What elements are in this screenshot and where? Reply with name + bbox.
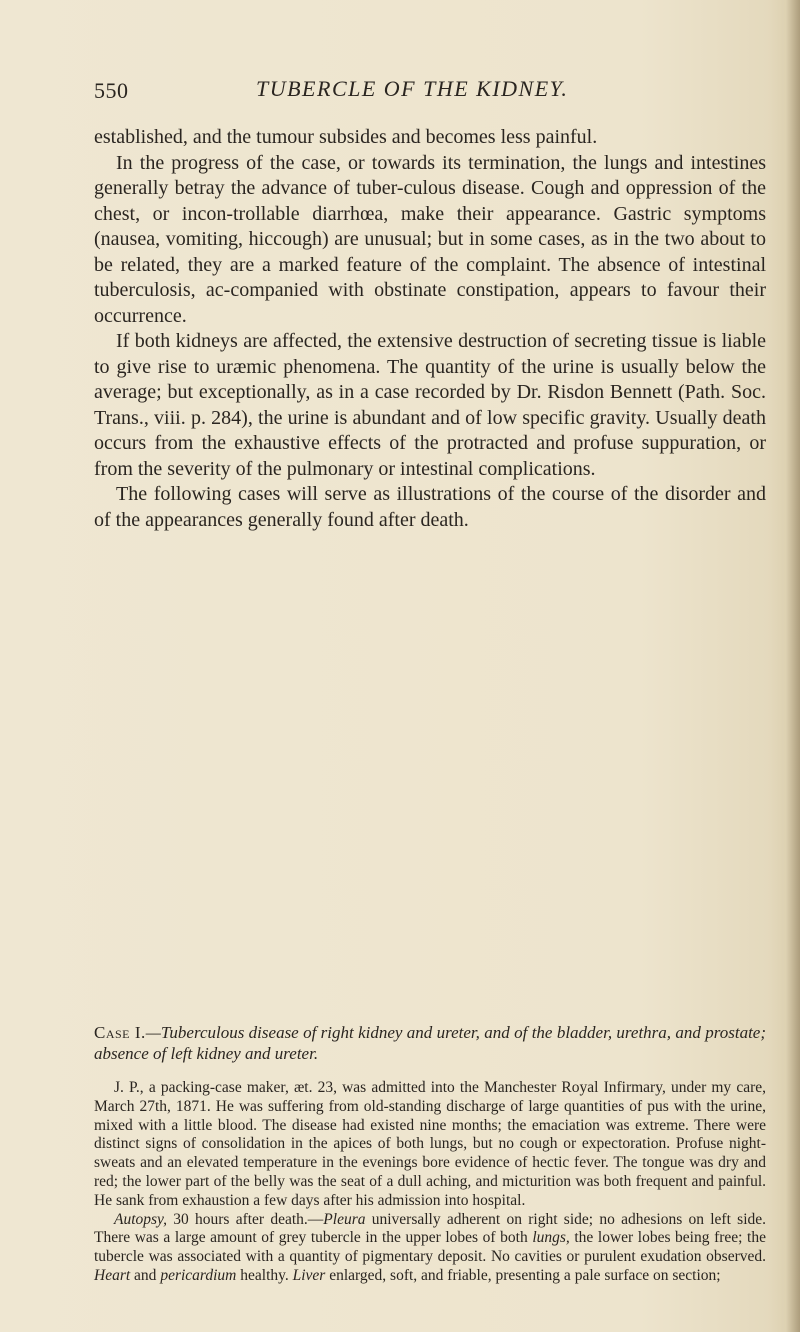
autopsy-text: the lower lobes being free; the tubercle was associated with a quantity of pigmentary deposit. No cavities or purulent exudation observed. [94,1229,766,1266]
case-label: Case I. [94,1023,146,1042]
autopsy-text: healthy. [236,1266,293,1284]
page-edge-shadow [786,0,800,1332]
autopsy-label: Autopsy, [114,1210,167,1228]
organ-term: pericardium [160,1266,237,1284]
paragraph: If both kidneys are affected, the extensive destruction of secreting tissue is liable to give rise to uræmic phenomena. The quantity of the urine is usually below the average; but exceptionally, as in a case recorded by Dr. Risdon Bennett (Path. Soc. Trans., viii. p. 284), the urine is abundant and of low specific gravity. Usually death occurs from the exhaustive effects of the protracted and profuse suppuration, or from the severity of the pulmonary or intestinal complications. [94,330,766,480]
case-history: J. P., a packing-case maker, æt. 23, was admitted into the Manchester Royal Infirmary, under my care, March 27th, 1871. He was suffering from old-standing discharge of large quantities of pus with the urine, mixed with a little blood. The disease had existed nine months; the emaciation was extreme. There were distinct signs of consolidation in the apices of both lungs, but no cough or expectoration. Profuse night-sweats and an elevated temperature in the evenings bore evidence of hectic fever. The tongue was dry and red; the lower part of the belly was the seat of a dull aching, and micturition was both frequent and painful. He sank from exhaustion a few days after his admission into hospital. [94,1079,766,1209]
organ-term: Pleura [323,1210,366,1228]
main-text [94,125,766,533]
autopsy-text: universally adherent on right side; no adhesions on left side. There was a large amount of grey tubercle in the upper lobes of both [94,1210,767,1247]
running-title: TUBERCLE OF THE KIDNEY. [256,76,569,101]
case-heading [94,1022,766,1064]
case-report [94,1079,766,1286]
autopsy-report [94,1211,766,1286]
paragraph: The following cases will serve as illustrations of the course of the disorder and of the appearances generally found after death. [94,483,766,531]
autopsy-text: enlarged, soft, and friable, presenting a pale surface on section; [325,1266,721,1284]
paragraph: In the progress of the case, or towards its termination, the lungs and intestines generally betray the advance of tuber-culous disease. Cough and oppression of the chest, or incon-trollable diarrhœa, make their appearance. Gastric symptoms (nausea, vomiting, hiccough) are unusual; but in some cases, as in the two about to be related, they are a marked feature of the complaint. The absence of intestinal tuberculosis, ac-companied with obstinate constipation, appears to favour their occurrence. [94,151,766,327]
autopsy-text: and [130,1266,161,1284]
autopsy-text: 30 hours after death.— [166,1210,324,1228]
paragraph: established, and the tumour subsides and becomes less painful. [94,126,598,148]
organ-term: lungs, [532,1229,570,1247]
case-title: —Tuberculous disease of right kidney and ureter, and of the bladder, urethra, and prostate; absence of left kidney and ureter. [94,1023,766,1063]
page-number: 550 [94,78,129,103]
organ-term: Liver [292,1266,326,1284]
organ-term: Heart [94,1266,131,1284]
